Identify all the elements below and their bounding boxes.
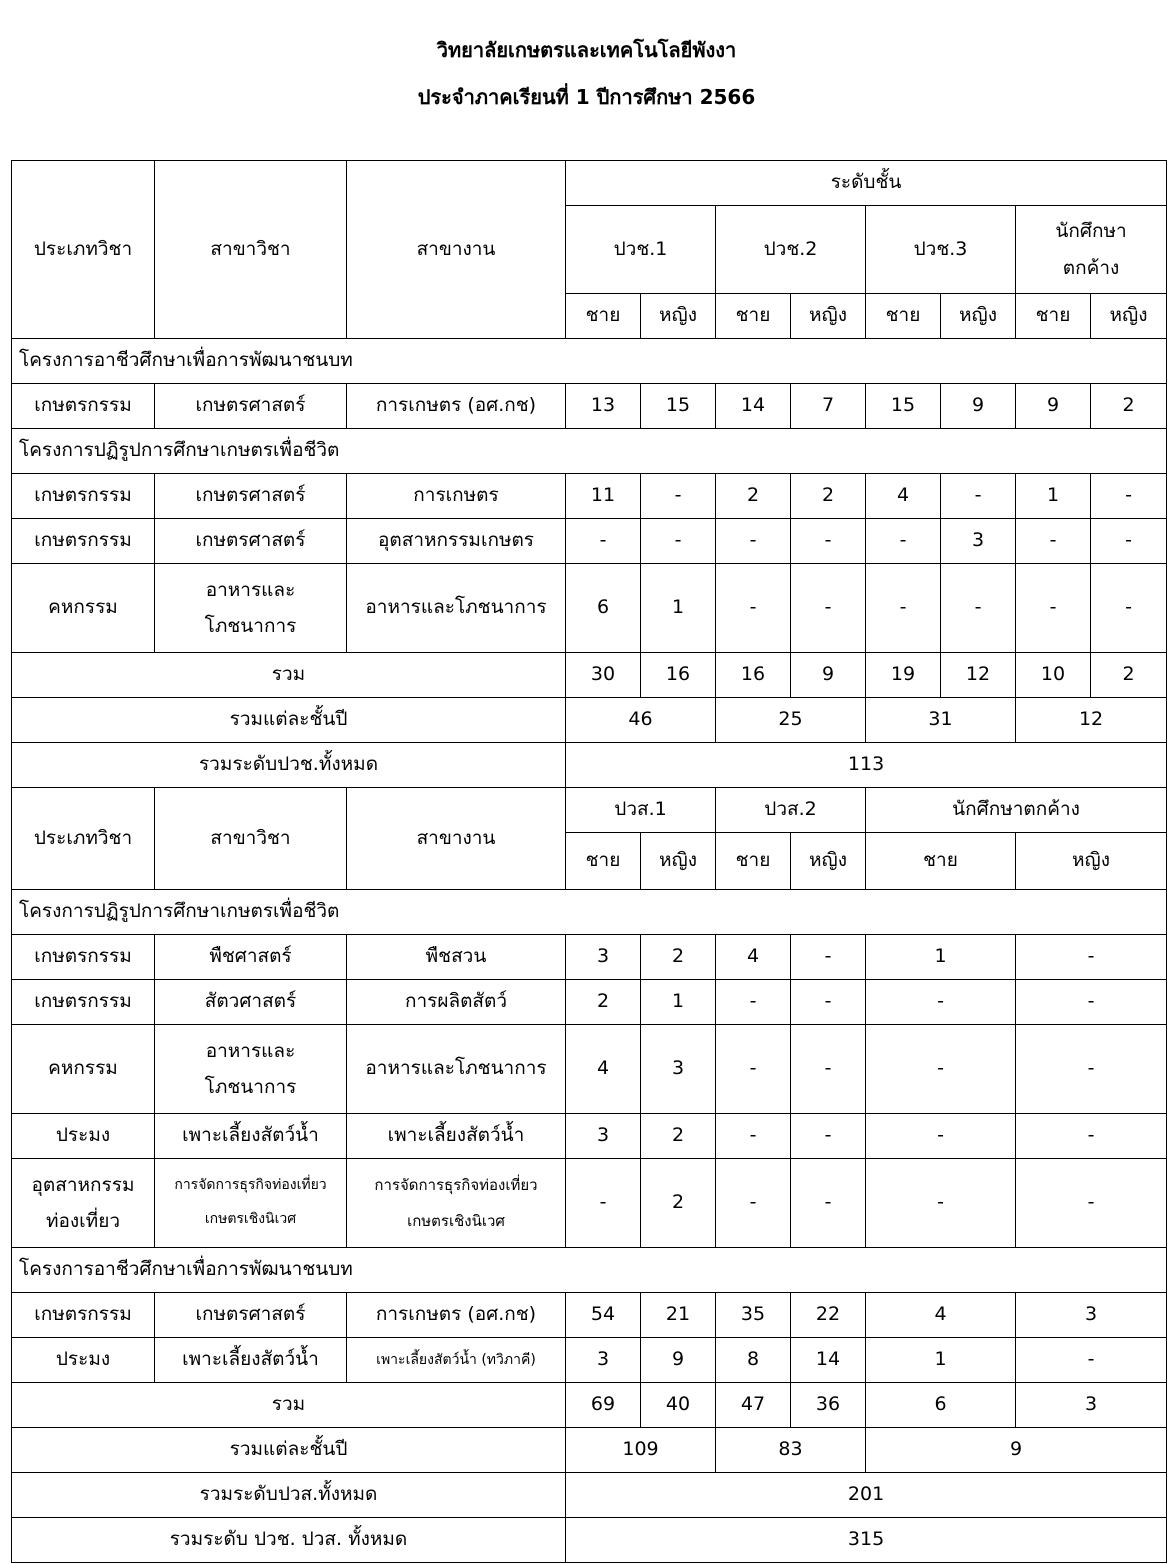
header-pvc1: ปวช.1 <box>566 206 716 294</box>
cell-value: - <box>791 564 866 653</box>
cell-field-l1: การจัดการธุรกิจท่องเที่ยว <box>174 1177 327 1194</box>
per-year-row <box>12 1428 1167 1473</box>
cell-type: ประมง <box>12 1114 155 1159</box>
total-value: 69 <box>566 1383 641 1428</box>
cell-field <box>155 564 347 653</box>
pvs-all-value: 201 <box>566 1473 1167 1518</box>
cell-value: - <box>791 1159 866 1248</box>
cell-field: เกษตรศาสตร์ <box>155 384 347 429</box>
cell-program: การเกษตร (อศ.กช) <box>347 1293 566 1338</box>
per-year-label: รวมแต่ละชั้นปี <box>12 1428 566 1473</box>
cell-value: - <box>866 1114 1016 1159</box>
cell-value: 4 <box>566 1025 641 1114</box>
cell-value: 1 <box>866 935 1016 980</box>
cell-field-l2: โภชนาการ <box>204 615 297 637</box>
cell-field <box>155 1159 347 1248</box>
cell-type: เกษตรกรรม <box>12 519 155 564</box>
header-type: ประเภทวิชา <box>12 788 155 890</box>
grand-total-value: 315 <box>566 1518 1167 1563</box>
per-year-value: 46 <box>566 698 716 743</box>
cell-value: - <box>641 519 716 564</box>
per-year-value: 31 <box>866 698 1016 743</box>
cell-value: - <box>1016 1025 1167 1114</box>
table-row <box>12 1025 1167 1114</box>
cell-value: 2 <box>641 1114 716 1159</box>
cell-value: - <box>566 1159 641 1248</box>
cell-value: - <box>566 519 641 564</box>
total-value: 16 <box>641 653 716 698</box>
cell-value: 3 <box>566 1338 641 1383</box>
header-female: หญิง <box>941 294 1016 339</box>
level-total-row <box>12 1473 1167 1518</box>
header-male: ชาย <box>716 833 791 890</box>
cell-program: การเกษตร <box>347 474 566 519</box>
cell-value: - <box>716 1025 791 1114</box>
cell-value: - <box>866 564 941 653</box>
cell-field-l1: อาหารและ <box>205 578 296 601</box>
cell-value: 1 <box>641 980 716 1025</box>
table-row <box>12 1159 1167 1248</box>
per-year-row <box>12 698 1167 743</box>
total-value: 36 <box>791 1383 866 1428</box>
cell-value: - <box>641 474 716 519</box>
table-row <box>12 1293 1167 1338</box>
header-male: ชาย <box>866 294 941 339</box>
cell-value: - <box>791 1025 866 1114</box>
cell-value: 3 <box>1016 1293 1167 1338</box>
cell-value: 2 <box>641 1159 716 1248</box>
total-label: รวม <box>12 1383 566 1428</box>
cell-value: - <box>716 1114 791 1159</box>
cell-program-l1: การจัดการธุรกิจท่องเที่ยว <box>374 1176 538 1194</box>
header-pvc2: ปวช.2 <box>716 206 866 294</box>
cell-value: - <box>1016 1159 1167 1248</box>
total-value: 16 <box>716 653 791 698</box>
header-type: ประเภทวิชา <box>12 161 155 339</box>
total-value: 2 <box>1091 653 1167 698</box>
cell-value: 14 <box>791 1338 866 1383</box>
cell-value: - <box>791 980 866 1025</box>
table-row <box>12 519 1167 564</box>
cell-field: เกษตรศาสตร์ <box>155 474 347 519</box>
cell-value: - <box>1016 1338 1167 1383</box>
total-value: 3 <box>1016 1383 1167 1428</box>
cell-value: 14 <box>716 384 791 429</box>
cell-program: เพาะเลี้ยงสัตว์น้ำ <box>347 1114 566 1159</box>
level-total-row <box>12 743 1167 788</box>
header-pvc-leftover <box>1016 206 1167 294</box>
header-female: หญิง <box>1016 833 1167 890</box>
section-row <box>12 1248 1167 1293</box>
section-row <box>12 339 1167 384</box>
cell-value: 9 <box>1016 384 1091 429</box>
cell-value: 54 <box>566 1293 641 1338</box>
cell-value: 2 <box>641 935 716 980</box>
cell-value: 2 <box>716 474 791 519</box>
cell-type: เกษตรกรรม <box>12 935 155 980</box>
cell-field: เพาะเลี้ยงสัตว์น้ำ <box>155 1338 347 1383</box>
header-male: ชาย <box>866 833 1016 890</box>
pvc-all-label: รวมระดับปวช.ทั้งหมด <box>12 743 566 788</box>
table-row <box>12 1338 1167 1383</box>
cell-value: 3 <box>941 519 1016 564</box>
cell-value: 22 <box>791 1293 866 1338</box>
cell-value: - <box>716 980 791 1025</box>
cell-value: 4 <box>866 474 941 519</box>
cell-field: สัตวศาสตร์ <box>155 980 347 1025</box>
section-row <box>12 890 1167 935</box>
cell-type: ประมง <box>12 1338 155 1383</box>
cell-value: - <box>716 1159 791 1248</box>
cell-value: - <box>1016 1114 1167 1159</box>
cell-type-l2: ท่องเที่ยว <box>45 1210 121 1232</box>
cell-value: - <box>941 564 1016 653</box>
total-value: 40 <box>641 1383 716 1428</box>
cell-value: - <box>1016 564 1091 653</box>
total-row <box>12 1383 1167 1428</box>
total-value: 12 <box>941 653 1016 698</box>
cell-type: เกษตรกรรม <box>12 384 155 429</box>
pvs-all-label: รวมระดับปวส.ทั้งหมด <box>12 1473 566 1518</box>
cell-value: 9 <box>941 384 1016 429</box>
cell-value: - <box>941 474 1016 519</box>
cell-value: - <box>791 519 866 564</box>
cell-value: 2 <box>791 474 866 519</box>
document-subtitle: ประจำภาคเรียนที่ 1 ปีการศึกษา 2566 <box>417 85 756 109</box>
cell-value: - <box>791 935 866 980</box>
cell-value: 7 <box>791 384 866 429</box>
total-label: รวม <box>12 653 566 698</box>
cell-value: 3 <box>566 935 641 980</box>
per-year-value: 9 <box>866 1428 1167 1473</box>
cell-value: - <box>1016 980 1167 1025</box>
cell-value: 21 <box>641 1293 716 1338</box>
cell-value: 4 <box>866 1293 1016 1338</box>
per-year-value: 12 <box>1016 698 1167 743</box>
cell-value: 1 <box>1016 474 1091 519</box>
total-value: 47 <box>716 1383 791 1428</box>
cell-type: เกษตรกรรม <box>12 474 155 519</box>
pvc-all-value: 113 <box>566 743 1167 788</box>
cell-value: - <box>791 1114 866 1159</box>
enrollment-table <box>11 160 1167 1563</box>
cell-program <box>347 1159 566 1248</box>
total-value: 19 <box>866 653 941 698</box>
cell-type: คหกรรม <box>12 1025 155 1114</box>
grand-total-row <box>12 1518 1167 1563</box>
header-male: ชาย <box>566 833 641 890</box>
table-row <box>12 935 1167 980</box>
header-pvc-leftover-l1: นักศึกษา <box>1055 220 1127 243</box>
section-title: โครงการอาชีวศึกษาเพื่อการพัฒนาชนบท <box>12 1248 1167 1293</box>
total-value: 9 <box>791 653 866 698</box>
total-value: 10 <box>1016 653 1091 698</box>
cell-type: คหกรรม <box>12 564 155 653</box>
cell-value: 6 <box>566 564 641 653</box>
per-year-value: 25 <box>716 698 866 743</box>
per-year-label: รวมแต่ละชั้นปี <box>12 698 566 743</box>
header-female: หญิง <box>791 833 866 890</box>
header-female: หญิง <box>791 294 866 339</box>
cell-value: 3 <box>641 1025 716 1114</box>
cell-field: เพาะเลี้ยงสัตว์น้ำ <box>155 1114 347 1159</box>
header-pvc3: ปวช.3 <box>866 206 1016 294</box>
table-row <box>12 564 1167 653</box>
header-pvs-leftover: นักศึกษาตกค้าง <box>866 788 1167 833</box>
cell-program: พืชสวน <box>347 935 566 980</box>
header-field: สาขาวิชา <box>155 788 347 890</box>
cell-program: อาหารและโภชนาการ <box>347 1025 566 1114</box>
table-row <box>12 384 1167 429</box>
cell-value: 4 <box>716 935 791 980</box>
section-row <box>12 429 1167 474</box>
cell-value: - <box>1016 519 1091 564</box>
per-year-value: 109 <box>566 1428 716 1473</box>
cell-value: - <box>866 1159 1016 1248</box>
header-female: หญิง <box>641 294 716 339</box>
cell-field-l1: อาหารและ <box>205 1039 296 1062</box>
cell-value: - <box>1091 519 1167 564</box>
header-pvc-leftover-l2: ตกค้าง <box>1062 256 1120 279</box>
header-female: หญิง <box>1091 294 1167 339</box>
cell-value: 11 <box>566 474 641 519</box>
table-row <box>12 1114 1167 1159</box>
cell-field-l2: โภชนาการ <box>204 1076 297 1098</box>
cell-value: 1 <box>866 1338 1016 1383</box>
pvc-header-row-1 <box>12 161 1167 206</box>
cell-type-l1: อุตสาหกรรม <box>31 1173 135 1196</box>
table-row <box>12 980 1167 1025</box>
cell-value: - <box>1016 935 1167 980</box>
cell-value: - <box>716 564 791 653</box>
cell-value: 9 <box>641 1338 716 1383</box>
cell-value: 15 <box>866 384 941 429</box>
cell-program: การเกษตร (อศ.กช) <box>347 384 566 429</box>
cell-program-l2: เกษตรเชิงนิเวศ <box>407 1212 505 1230</box>
cell-program: อาหารและโภชนาการ <box>347 564 566 653</box>
cell-value: 35 <box>716 1293 791 1338</box>
cell-value: 15 <box>641 384 716 429</box>
header-male: ชาย <box>716 294 791 339</box>
cell-type: เกษตรกรรม <box>12 980 155 1025</box>
header-male: ชาย <box>566 294 641 339</box>
pvs-header-row-1 <box>12 788 1167 833</box>
cell-program: อุตสาหกรรมเกษตร <box>347 519 566 564</box>
cell-value: - <box>866 1025 1016 1114</box>
cell-value: 13 <box>566 384 641 429</box>
cell-field: เกษตรศาสตร์ <box>155 519 347 564</box>
cell-program: เพาะเลี้ยงสัตว์น้ำ (ทวิภาคี) <box>347 1338 566 1383</box>
section-title: โครงการปฏิรูปการศึกษาเกษตรเพื่อชีวิต <box>12 429 1167 474</box>
per-year-value: 83 <box>716 1428 866 1473</box>
header-program: สาขางาน <box>347 161 566 339</box>
section-title: โครงการอาชีวศึกษาเพื่อการพัฒนาชนบท <box>12 339 1167 384</box>
cell-value: 2 <box>1091 384 1167 429</box>
cell-value: - <box>716 519 791 564</box>
cell-value: 2 <box>566 980 641 1025</box>
table-row <box>12 474 1167 519</box>
grand-total-label: รวมระดับ ปวช. ปวส. ทั้งหมด <box>12 1518 566 1563</box>
cell-value: 8 <box>716 1338 791 1383</box>
header-level: ระดับชั้น <box>566 161 1167 206</box>
cell-field <box>155 1025 347 1114</box>
cell-field: เกษตรศาสตร์ <box>155 1293 347 1338</box>
cell-type: เกษตรกรรม <box>12 1293 155 1338</box>
cell-program: การผลิตสัตว์ <box>347 980 566 1025</box>
header-male: ชาย <box>1016 294 1091 339</box>
cell-value: - <box>866 980 1016 1025</box>
cell-value: - <box>1091 474 1167 519</box>
header-female: หญิง <box>641 833 716 890</box>
total-value: 30 <box>566 653 641 698</box>
cell-value: 3 <box>566 1114 641 1159</box>
header-field: สาขาวิชา <box>155 161 347 339</box>
section-title: โครงการปฏิรูปการศึกษาเกษตรเพื่อชีวิต <box>12 890 1167 935</box>
header-pvs2: ปวส.2 <box>716 788 866 833</box>
total-row <box>12 653 1167 698</box>
header-pvs1: ปวส.1 <box>566 788 716 833</box>
document-title: วิทยาลัยเกษตรและเทคโนโลยีพังงา <box>436 38 737 62</box>
cell-field: พืชศาสตร์ <box>155 935 347 980</box>
cell-type <box>12 1159 155 1248</box>
cell-field-l2: เกษตรเชิงนิเวศ <box>204 1211 297 1227</box>
header-program: สาขางาน <box>347 788 566 890</box>
cell-value: - <box>866 519 941 564</box>
cell-value: 1 <box>641 564 716 653</box>
total-value: 6 <box>866 1383 1016 1428</box>
cell-value: - <box>1091 564 1167 653</box>
